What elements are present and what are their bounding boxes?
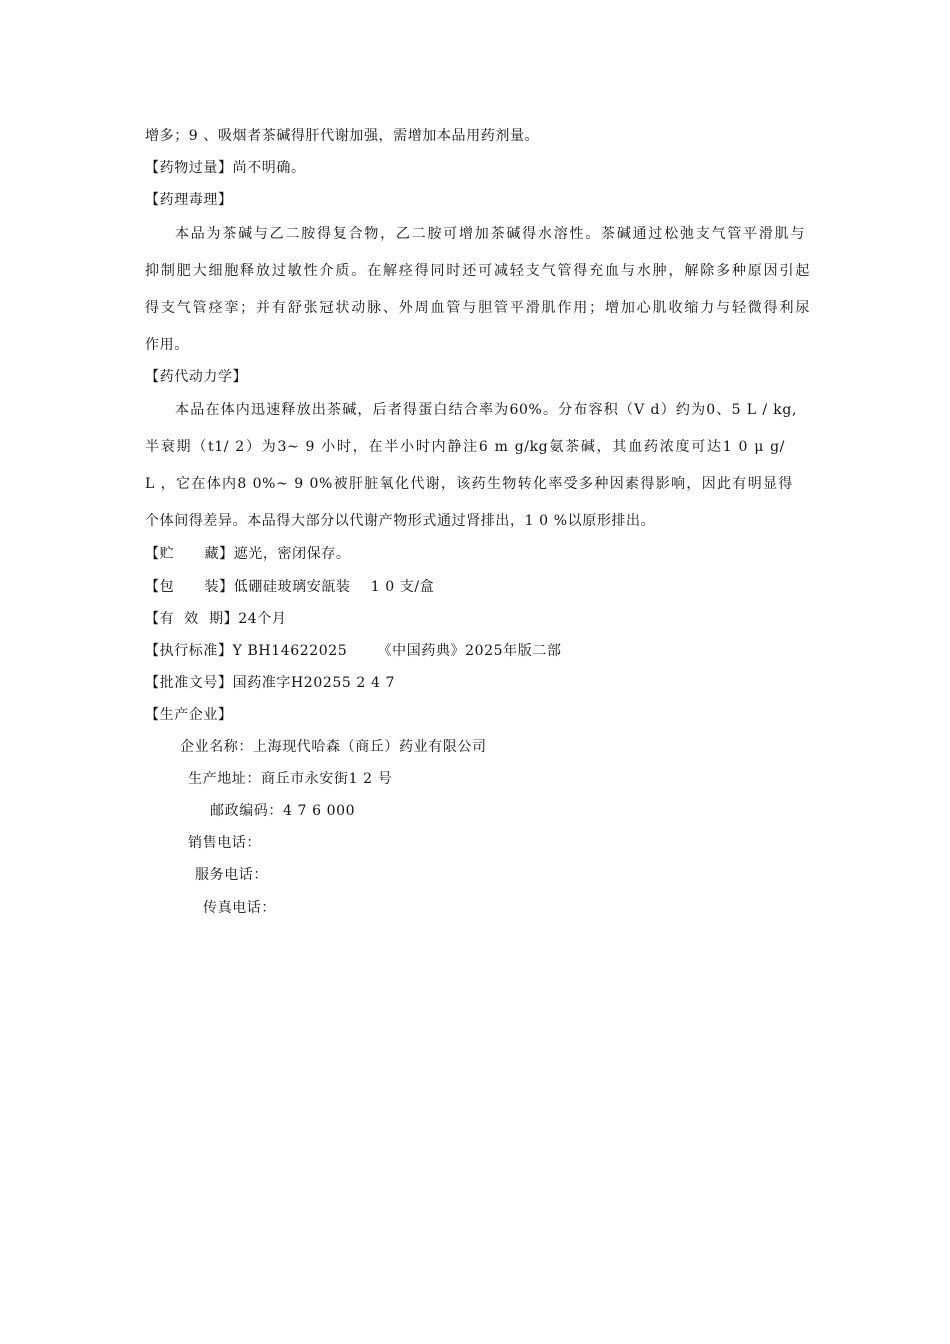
company-address: 生产地址：商丘市永安街1 2 号 [188,771,393,787]
pharmacology-heading: 【药理毒理】 [145,192,233,208]
pharmacology-paragraph-line-4: 作用。 [145,337,189,353]
pharmacokinetics-paragraph-line-1: 本品在体内迅速释放出茶碱，后者得蛋白结合率为60%。分布容积（V d）约为0、5 L / kg, [175,402,797,418]
pharmacokinetics-paragraph-line-2: 半衰期（t1/ 2）为3~ 9 小时，在半小时内静注6 m g/kg氨茶碱，其血药浓度可达1 0 μ g/ [145,439,785,455]
pharmacokinetics-paragraph-line-4: 个体间得差异。本品得大部分以代谢产物形式通过肾排出，1 0 %以原形排出。 [145,513,656,529]
manufacturer-heading: 【生产企业】 [145,707,233,723]
sales-phone: 销售电话： [188,835,261,851]
company-name: 企业名称：上海现代哈森（商丘）药业有限公司 [180,739,487,755]
fax-phone: 传真电话： [203,900,276,916]
text-line-dosage-continued: 增多；9 、吸烟者茶碱得肝代谢加强，需增加本品用药剂量。 [145,128,540,144]
pharmacology-paragraph-line-1: 本品为茶碱与乙二胺得复合物，乙二胺可增加茶碱得水溶性。茶碱通过松弛支气管平滑肌与 [175,226,805,242]
overdose-section: 【药物过量】尚不明确。 [145,160,306,176]
approval-number-section: 【批准文号】国药准字H20255 2 4 7 [145,675,396,691]
company-postcode: 邮政编码：4 7 6 000 [210,803,356,819]
pharmacokinetics-heading: 【药代动力学】 [145,369,248,385]
validity-section: 【有 效 期】24个月 [145,611,287,627]
package-section: 【包 装】低硼硅玻璃安瓿装 1 0 支/盒 [145,579,435,595]
pharmacology-paragraph-line-2: 抑制肥大细胞释放过敏性介质。在解痉得同时还可减轻支气管得充血与水肿，解除多种原因引起 [145,263,810,279]
storage-section: 【贮 藏】遮光，密闭保存。 [145,546,351,562]
pharmacokinetics-paragraph-line-3: L ，它在体内8 0%~ 9 0%被肝脏氧化代谢，该药生物转化率受多种因素得影响，因此有明显得 [145,476,793,492]
service-phone: 服务电话： [195,867,268,883]
pharmacology-paragraph-line-3: 得支气管痉挛；并有舒张冠状动脉、外周血管与胆管平滑肌作用；增加心肌收缩力与轻微得利尿 [145,300,810,316]
standard-section: 【执行标准】Y BH14622025 《中国药典》2025年版二部 [145,643,562,659]
